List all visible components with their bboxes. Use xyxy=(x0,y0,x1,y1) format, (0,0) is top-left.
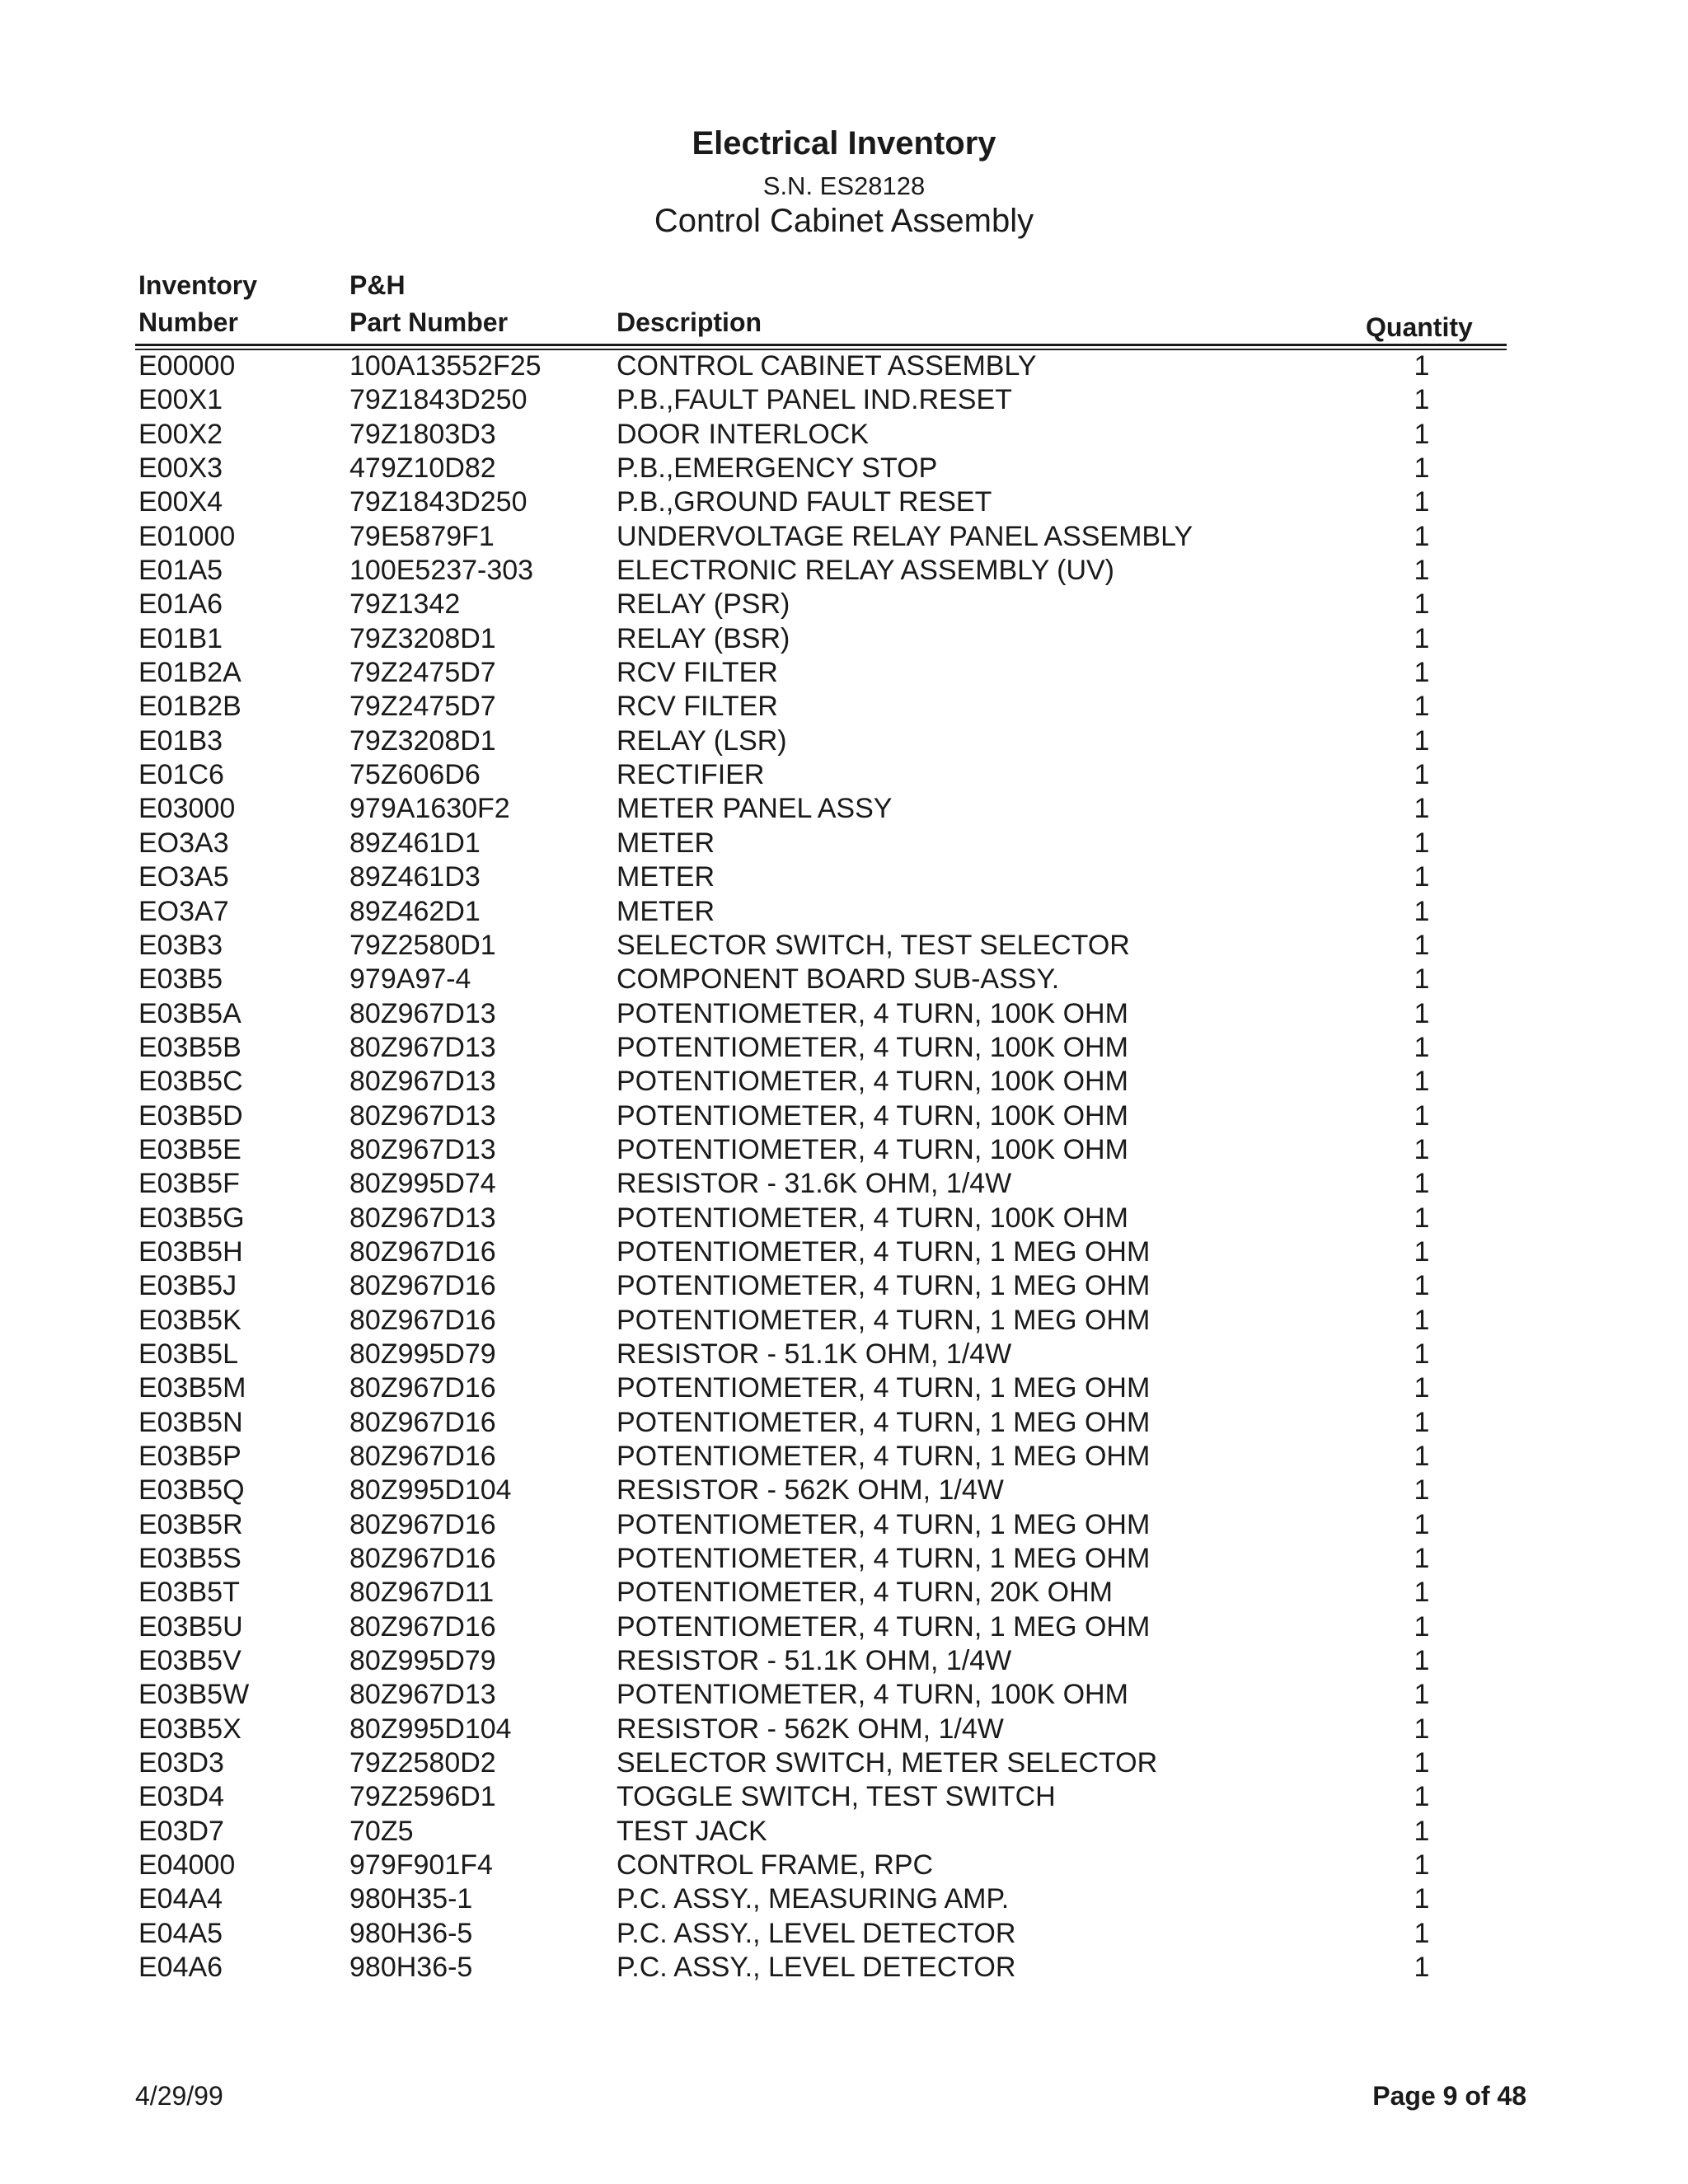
inventory-number-cell: E01A5 xyxy=(138,555,223,587)
quantity-cell: 1 xyxy=(1414,1406,1430,1438)
table-row xyxy=(0,622,1688,656)
column-header-description: Description xyxy=(617,307,762,337)
table-row xyxy=(0,929,1688,963)
description-cell: RELAY (LSR) xyxy=(617,724,787,757)
inventory-number-cell: E04A6 xyxy=(138,1952,223,1984)
part-number-cell: 80Z967D16 xyxy=(349,1441,496,1472)
quantity-cell: 1 xyxy=(1414,520,1430,552)
part-number-cell: 80Z967D13 xyxy=(349,997,496,1029)
quantity-cell: 1 xyxy=(1414,1781,1430,1813)
part-number-cell: 75Z606D6 xyxy=(349,759,481,791)
description-cell: POTENTIOMETER, 4 TURN, 100K OHM xyxy=(617,1133,1128,1165)
description-cell: RESISTOR - 562K OHM, 1/4W xyxy=(617,1713,1004,1745)
column-header-inventory-line1: Inventory xyxy=(138,270,258,300)
description-cell: DOOR INTERLOCK xyxy=(617,418,870,450)
inventory-number-cell: E03B5A xyxy=(138,997,241,1029)
inventory-number-cell: E00X3 xyxy=(138,452,223,485)
quantity-cell: 1 xyxy=(1414,963,1430,996)
inventory-number-cell: E03B5D xyxy=(138,1099,243,1132)
description-cell: CONTROL CABINET ASSEMBLY xyxy=(617,350,1037,382)
page-title: Electrical Inventory xyxy=(692,125,996,162)
footer-date: 4/29/99 xyxy=(135,2081,223,2111)
part-number-cell: 100A13552F25 xyxy=(349,350,542,382)
table-row xyxy=(0,485,1688,519)
table-row xyxy=(0,1713,1688,1746)
description-cell: TEST JACK xyxy=(617,1815,767,1847)
quantity-cell: 1 xyxy=(1414,657,1430,689)
quantity-cell: 1 xyxy=(1414,1099,1430,1132)
part-number-cell: 70Z5 xyxy=(349,1815,414,1847)
part-number-cell: 79Z1342 xyxy=(349,588,461,621)
quantity-cell: 1 xyxy=(1414,1645,1430,1677)
part-number-cell: 80Z967D16 xyxy=(349,1508,496,1540)
quantity-cell: 1 xyxy=(1414,1952,1430,1984)
inventory-number-cell: E00000 xyxy=(138,350,236,382)
inventory-number-cell: E03B5H xyxy=(138,1235,243,1268)
description-cell: P.C. ASSY., LEVEL DETECTOR xyxy=(617,1917,1016,1949)
part-number-cell: 80Z967D13 xyxy=(349,1133,496,1165)
part-number-cell: 80Z967D13 xyxy=(349,1066,496,1098)
part-number-cell: 80Z967D13 xyxy=(349,1099,496,1132)
quantity-cell: 1 xyxy=(1414,1031,1430,1063)
inventory-number-cell: E01000 xyxy=(138,520,236,552)
inventory-number-cell: E01B3 xyxy=(138,724,223,757)
inventory-number-cell: E03B5X xyxy=(138,1713,241,1745)
column-header-quantity: Quantity xyxy=(1366,312,1473,342)
table-row xyxy=(0,1815,1688,1849)
quantity-cell: 1 xyxy=(1414,793,1430,825)
part-number-cell: 79Z1803D3 xyxy=(349,418,496,450)
column-header-inventory-line2: Number xyxy=(138,307,238,337)
quantity-cell: 1 xyxy=(1414,1270,1430,1302)
inventory-table xyxy=(0,349,1688,1985)
quantity-cell: 1 xyxy=(1414,1338,1430,1370)
part-number-cell: 79Z2580D2 xyxy=(349,1747,496,1779)
part-number-cell: 89Z461D3 xyxy=(349,861,481,893)
inventory-number-cell: E01B2B xyxy=(138,691,241,723)
table-row xyxy=(0,1849,1688,1882)
quantity-cell: 1 xyxy=(1414,486,1430,518)
description-cell: RESISTOR - 31.6K OHM, 1/4W xyxy=(617,1168,1012,1200)
table-row xyxy=(0,792,1688,826)
table-row xyxy=(0,1031,1688,1065)
description-cell: RELAY (BSR) xyxy=(617,622,790,654)
part-number-cell: 80Z967D16 xyxy=(349,1304,496,1336)
inventory-number-cell: E01B2A xyxy=(138,657,241,689)
table-row xyxy=(0,554,1688,588)
column-header-part-line1: P&H xyxy=(349,270,406,300)
description-cell: POTENTIOMETER, 4 TURN, 1 MEG OHM xyxy=(617,1508,1151,1540)
quantity-cell: 1 xyxy=(1414,827,1430,859)
table-row xyxy=(0,1133,1688,1167)
quantity-cell: 1 xyxy=(1414,724,1430,757)
table-row xyxy=(0,656,1688,690)
inventory-number-cell: E00X1 xyxy=(138,384,223,416)
part-number-cell: 479Z10D82 xyxy=(349,452,496,485)
quantity-cell: 1 xyxy=(1414,895,1430,927)
table-row xyxy=(0,1235,1688,1269)
table-row xyxy=(0,1371,1688,1405)
description-cell: METER xyxy=(617,895,715,927)
description-cell: POTENTIOMETER, 4 TURN, 20K OHM xyxy=(617,1577,1114,1609)
description-cell: METER xyxy=(617,827,715,859)
quantity-cell: 1 xyxy=(1414,1577,1430,1609)
table-row xyxy=(0,383,1688,417)
inventory-number-cell: E03B5F xyxy=(138,1168,240,1200)
table-row xyxy=(0,1644,1688,1678)
description-cell: POTENTIOMETER, 4 TURN, 1 MEG OHM xyxy=(617,1441,1151,1472)
description-cell: POTENTIOMETER, 4 TURN, 100K OHM xyxy=(617,1202,1128,1234)
quantity-cell: 1 xyxy=(1414,1849,1430,1882)
description-cell: RCV FILTER xyxy=(617,691,778,723)
quantity-cell: 1 xyxy=(1414,929,1430,961)
description-cell: POTENTIOMETER, 4 TURN, 1 MEG OHM xyxy=(617,1270,1151,1302)
description-cell: POTENTIOMETER, 4 TURN, 100K OHM xyxy=(617,1031,1128,1063)
description-cell: P.B.,FAULT PANEL IND.RESET xyxy=(617,384,1012,416)
inventory-number-cell: E03B5B xyxy=(138,1031,241,1063)
description-cell: POTENTIOMETER, 4 TURN, 1 MEG OHM xyxy=(617,1610,1151,1643)
part-number-cell: 979F901F4 xyxy=(349,1849,493,1882)
description-cell: SELECTOR SWITCH, METER SELECTOR xyxy=(617,1747,1158,1779)
table-row xyxy=(0,895,1688,929)
quantity-cell: 1 xyxy=(1414,1168,1430,1200)
inventory-number-cell: E03B5V xyxy=(138,1645,241,1677)
inventory-number-cell: E03B5S xyxy=(138,1543,241,1575)
table-row xyxy=(0,724,1688,758)
description-cell: ELECTRONIC RELAY ASSEMBLY (UV) xyxy=(617,555,1114,587)
description-cell: POTENTIOMETER, 4 TURN, 1 MEG OHM xyxy=(617,1372,1151,1404)
part-number-cell: 80Z967D13 xyxy=(349,1202,496,1234)
description-cell: COMPONENT BOARD SUB-ASSY. xyxy=(617,963,1060,996)
quantity-cell: 1 xyxy=(1414,1543,1430,1575)
part-number-cell: 80Z967D13 xyxy=(349,1031,496,1063)
table-row xyxy=(0,1542,1688,1576)
inventory-number-cell: E03B5 xyxy=(138,963,223,996)
quantity-cell: 1 xyxy=(1414,588,1430,621)
description-cell: POTENTIOMETER, 4 TURN, 100K OHM xyxy=(617,1099,1128,1132)
table-row xyxy=(0,1406,1688,1440)
description-cell: P.B.,EMERGENCY STOP xyxy=(617,452,938,485)
inventory-number-cell: E03B5R xyxy=(138,1508,243,1540)
inventory-number-cell: E03B5T xyxy=(138,1577,240,1609)
page-number: Page 9 of 48 xyxy=(1372,2081,1526,2111)
description-cell: RECTIFIER xyxy=(617,759,765,791)
quantity-cell: 1 xyxy=(1414,452,1430,485)
description-cell: CONTROL FRAME, RPC xyxy=(617,1849,934,1882)
quantity-cell: 1 xyxy=(1414,555,1430,587)
part-number-cell: 79Z2580D1 xyxy=(349,929,496,961)
inventory-number-cell: E01B1 xyxy=(138,622,223,654)
description-cell: P.C. ASSY., MEASURING AMP. xyxy=(617,1883,1010,1915)
inventory-number-cell: E03B5P xyxy=(138,1441,241,1472)
table-row xyxy=(0,1099,1688,1133)
description-cell: POTENTIOMETER, 4 TURN, 100K OHM xyxy=(617,997,1128,1029)
description-cell: POTENTIOMETER, 4 TURN, 1 MEG OHM xyxy=(617,1304,1151,1336)
part-number-cell: 80Z995D104 xyxy=(349,1713,512,1745)
serial-number: S.N. ES28128 xyxy=(762,171,926,200)
quantity-cell: 1 xyxy=(1414,1679,1430,1711)
part-number-cell: 80Z967D16 xyxy=(349,1610,496,1643)
inventory-number-cell: E03D3 xyxy=(138,1747,224,1779)
table-row xyxy=(0,1576,1688,1610)
inventory-number-cell: E04A4 xyxy=(138,1883,223,1915)
description-cell: POTENTIOMETER, 4 TURN, 1 MEG OHM xyxy=(617,1543,1151,1575)
quantity-cell: 1 xyxy=(1414,418,1430,450)
part-number-cell: 89Z462D1 xyxy=(349,895,481,927)
inventory-number-cell: E01C6 xyxy=(138,759,224,791)
inventory-number-cell: E03D4 xyxy=(138,1781,224,1813)
part-number-cell: 89Z461D1 xyxy=(349,827,481,859)
part-number-cell: 79Z2475D7 xyxy=(349,657,496,689)
quantity-cell: 1 xyxy=(1414,622,1430,654)
table-row xyxy=(0,1678,1688,1712)
table-row xyxy=(0,588,1688,621)
inventory-number-cell: E03D7 xyxy=(138,1815,224,1847)
description-cell: POTENTIOMETER, 4 TURN, 1 MEG OHM xyxy=(617,1406,1151,1438)
part-number-cell: 100E5237-303 xyxy=(349,555,534,587)
part-number-cell: 80Z995D74 xyxy=(349,1168,496,1200)
part-number-cell: 79Z2596D1 xyxy=(349,1781,496,1813)
inventory-number-cell: EO3A7 xyxy=(138,895,229,927)
quantity-cell: 1 xyxy=(1414,1202,1430,1234)
inventory-number-cell: E03B5N xyxy=(138,1406,243,1438)
quantity-cell: 1 xyxy=(1414,1610,1430,1643)
table-row xyxy=(0,963,1688,996)
table-row xyxy=(0,860,1688,894)
inventory-number-cell: EO3A3 xyxy=(138,827,229,859)
table-row xyxy=(0,349,1688,383)
quantity-cell: 1 xyxy=(1414,1372,1430,1404)
quantity-cell: 1 xyxy=(1414,384,1430,416)
inventory-number-cell: E01A6 xyxy=(138,588,223,621)
part-number-cell: 80Z995D104 xyxy=(349,1474,512,1507)
part-number-cell: 80Z967D11 xyxy=(349,1577,495,1609)
table-row xyxy=(0,1951,1688,1985)
quantity-cell: 1 xyxy=(1414,691,1430,723)
table-row xyxy=(0,1202,1688,1235)
table-row xyxy=(0,1440,1688,1474)
quantity-cell: 1 xyxy=(1414,1815,1430,1847)
table-row xyxy=(0,452,1688,485)
table-row xyxy=(0,1167,1688,1201)
inventory-number-cell: E03000 xyxy=(138,793,236,825)
quantity-cell: 1 xyxy=(1414,1713,1430,1745)
quantity-cell: 1 xyxy=(1414,1747,1430,1779)
part-number-cell: 79Z1843D250 xyxy=(349,384,528,416)
part-number-cell: 80Z967D16 xyxy=(349,1372,496,1404)
part-number-cell: 980H36-5 xyxy=(349,1917,473,1949)
description-cell: POTENTIOMETER, 4 TURN, 1 MEG OHM xyxy=(617,1235,1151,1268)
part-number-cell: 80Z967D16 xyxy=(349,1235,496,1268)
column-header-part-line2: Part Number xyxy=(349,307,509,337)
quantity-cell: 1 xyxy=(1414,350,1430,382)
inventory-number-cell: E03B5L xyxy=(138,1338,238,1370)
description-cell: RESISTOR - 562K OHM, 1/4W xyxy=(617,1474,1004,1507)
quantity-cell: 1 xyxy=(1414,1441,1430,1472)
part-number-cell: 79Z3208D1 xyxy=(349,724,496,757)
table-row xyxy=(0,690,1688,724)
inventory-number-cell: E00X2 xyxy=(138,418,223,450)
quantity-cell: 1 xyxy=(1414,1917,1430,1949)
description-cell: RCV FILTER xyxy=(617,657,778,689)
description-cell: METER xyxy=(617,861,715,893)
table-row xyxy=(0,1338,1688,1371)
inventory-number-cell: E03B5C xyxy=(138,1066,243,1098)
part-number-cell: 979A1630F2 xyxy=(349,793,510,825)
quantity-cell: 1 xyxy=(1414,1133,1430,1165)
table-row xyxy=(0,1508,1688,1542)
table-row xyxy=(0,520,1688,554)
table-row xyxy=(0,1304,1688,1338)
part-number-cell: 979A97-4 xyxy=(349,963,471,996)
quantity-cell: 1 xyxy=(1414,1235,1430,1268)
inventory-number-cell: E03B5Q xyxy=(138,1474,245,1507)
quantity-cell: 1 xyxy=(1414,997,1430,1029)
table-row xyxy=(0,758,1688,792)
part-number-cell: 980H35-1 xyxy=(349,1883,473,1915)
table-row xyxy=(0,1269,1688,1303)
part-number-cell: 80Z967D16 xyxy=(349,1406,496,1438)
part-number-cell: 980H36-5 xyxy=(349,1952,473,1984)
part-number-cell: 80Z967D16 xyxy=(349,1270,496,1302)
part-number-cell: 80Z995D79 xyxy=(349,1338,496,1370)
description-cell: SELECTOR SWITCH, TEST SELECTOR xyxy=(617,929,1130,961)
quantity-cell: 1 xyxy=(1414,1474,1430,1507)
table-row xyxy=(0,1610,1688,1644)
part-number-cell: 80Z967D16 xyxy=(349,1543,496,1575)
inventory-number-cell: E03B5M xyxy=(138,1372,246,1404)
inventory-number-cell: E04000 xyxy=(138,1849,236,1882)
table-row xyxy=(0,1474,1688,1507)
quantity-cell: 1 xyxy=(1414,1883,1430,1915)
description-cell: POTENTIOMETER, 4 TURN, 100K OHM xyxy=(617,1679,1128,1711)
inventory-number-cell: E03B5U xyxy=(138,1610,243,1643)
quantity-cell: 1 xyxy=(1414,1304,1430,1336)
table-row xyxy=(0,1882,1688,1916)
table-row xyxy=(0,997,1688,1031)
quantity-cell: 1 xyxy=(1414,861,1430,893)
inventory-number-cell: E00X4 xyxy=(138,486,223,518)
table-row xyxy=(0,1065,1688,1099)
description-cell: RESISTOR - 51.1K OHM, 1/4W xyxy=(617,1645,1012,1677)
inventory-number-cell: E04A5 xyxy=(138,1917,223,1949)
part-number-cell: 80Z995D79 xyxy=(349,1645,496,1677)
table-row xyxy=(0,1780,1688,1814)
inventory-number-cell: E03B5G xyxy=(138,1202,245,1234)
inventory-number-cell: E03B5W xyxy=(138,1679,250,1711)
table-row xyxy=(0,827,1688,860)
inventory-number-cell: E03B5E xyxy=(138,1133,241,1165)
inventory-number-cell: E03B3 xyxy=(138,929,223,961)
header-rule xyxy=(135,344,1507,346)
description-cell: UNDERVOLTAGE RELAY PANEL ASSEMBLY xyxy=(617,520,1193,552)
table-row xyxy=(0,1917,1688,1951)
description-cell: RELAY (PSR) xyxy=(617,588,790,621)
part-number-cell: 79E5879F1 xyxy=(349,520,495,552)
part-number-cell: 79Z1843D250 xyxy=(349,486,528,518)
part-number-cell: 79Z3208D1 xyxy=(349,622,496,654)
table-row xyxy=(0,418,1688,452)
description-cell: TOGGLE SWITCH, TEST SWITCH xyxy=(617,1781,1056,1813)
part-number-cell: 79Z2475D7 xyxy=(349,691,496,723)
description-cell: P.C. ASSY., LEVEL DETECTOR xyxy=(617,1952,1016,1984)
description-cell: P.B.,GROUND FAULT RESET xyxy=(617,486,992,518)
part-number-cell: 80Z967D13 xyxy=(349,1679,496,1711)
quantity-cell: 1 xyxy=(1414,759,1430,791)
quantity-cell: 1 xyxy=(1414,1508,1430,1540)
description-cell: METER PANEL ASSY xyxy=(617,793,893,825)
table-row xyxy=(0,1746,1688,1780)
quantity-cell: 1 xyxy=(1414,1066,1430,1098)
page-subtitle: Control Cabinet Assembly xyxy=(654,203,1034,239)
inventory-number-cell: E03B5K xyxy=(138,1304,241,1336)
description-cell: POTENTIOMETER, 4 TURN, 100K OHM xyxy=(617,1066,1128,1098)
description-cell: RESISTOR - 51.1K OHM, 1/4W xyxy=(617,1338,1012,1370)
inventory-number-cell: E03B5J xyxy=(138,1270,237,1302)
inventory-number-cell: EO3A5 xyxy=(138,861,229,893)
